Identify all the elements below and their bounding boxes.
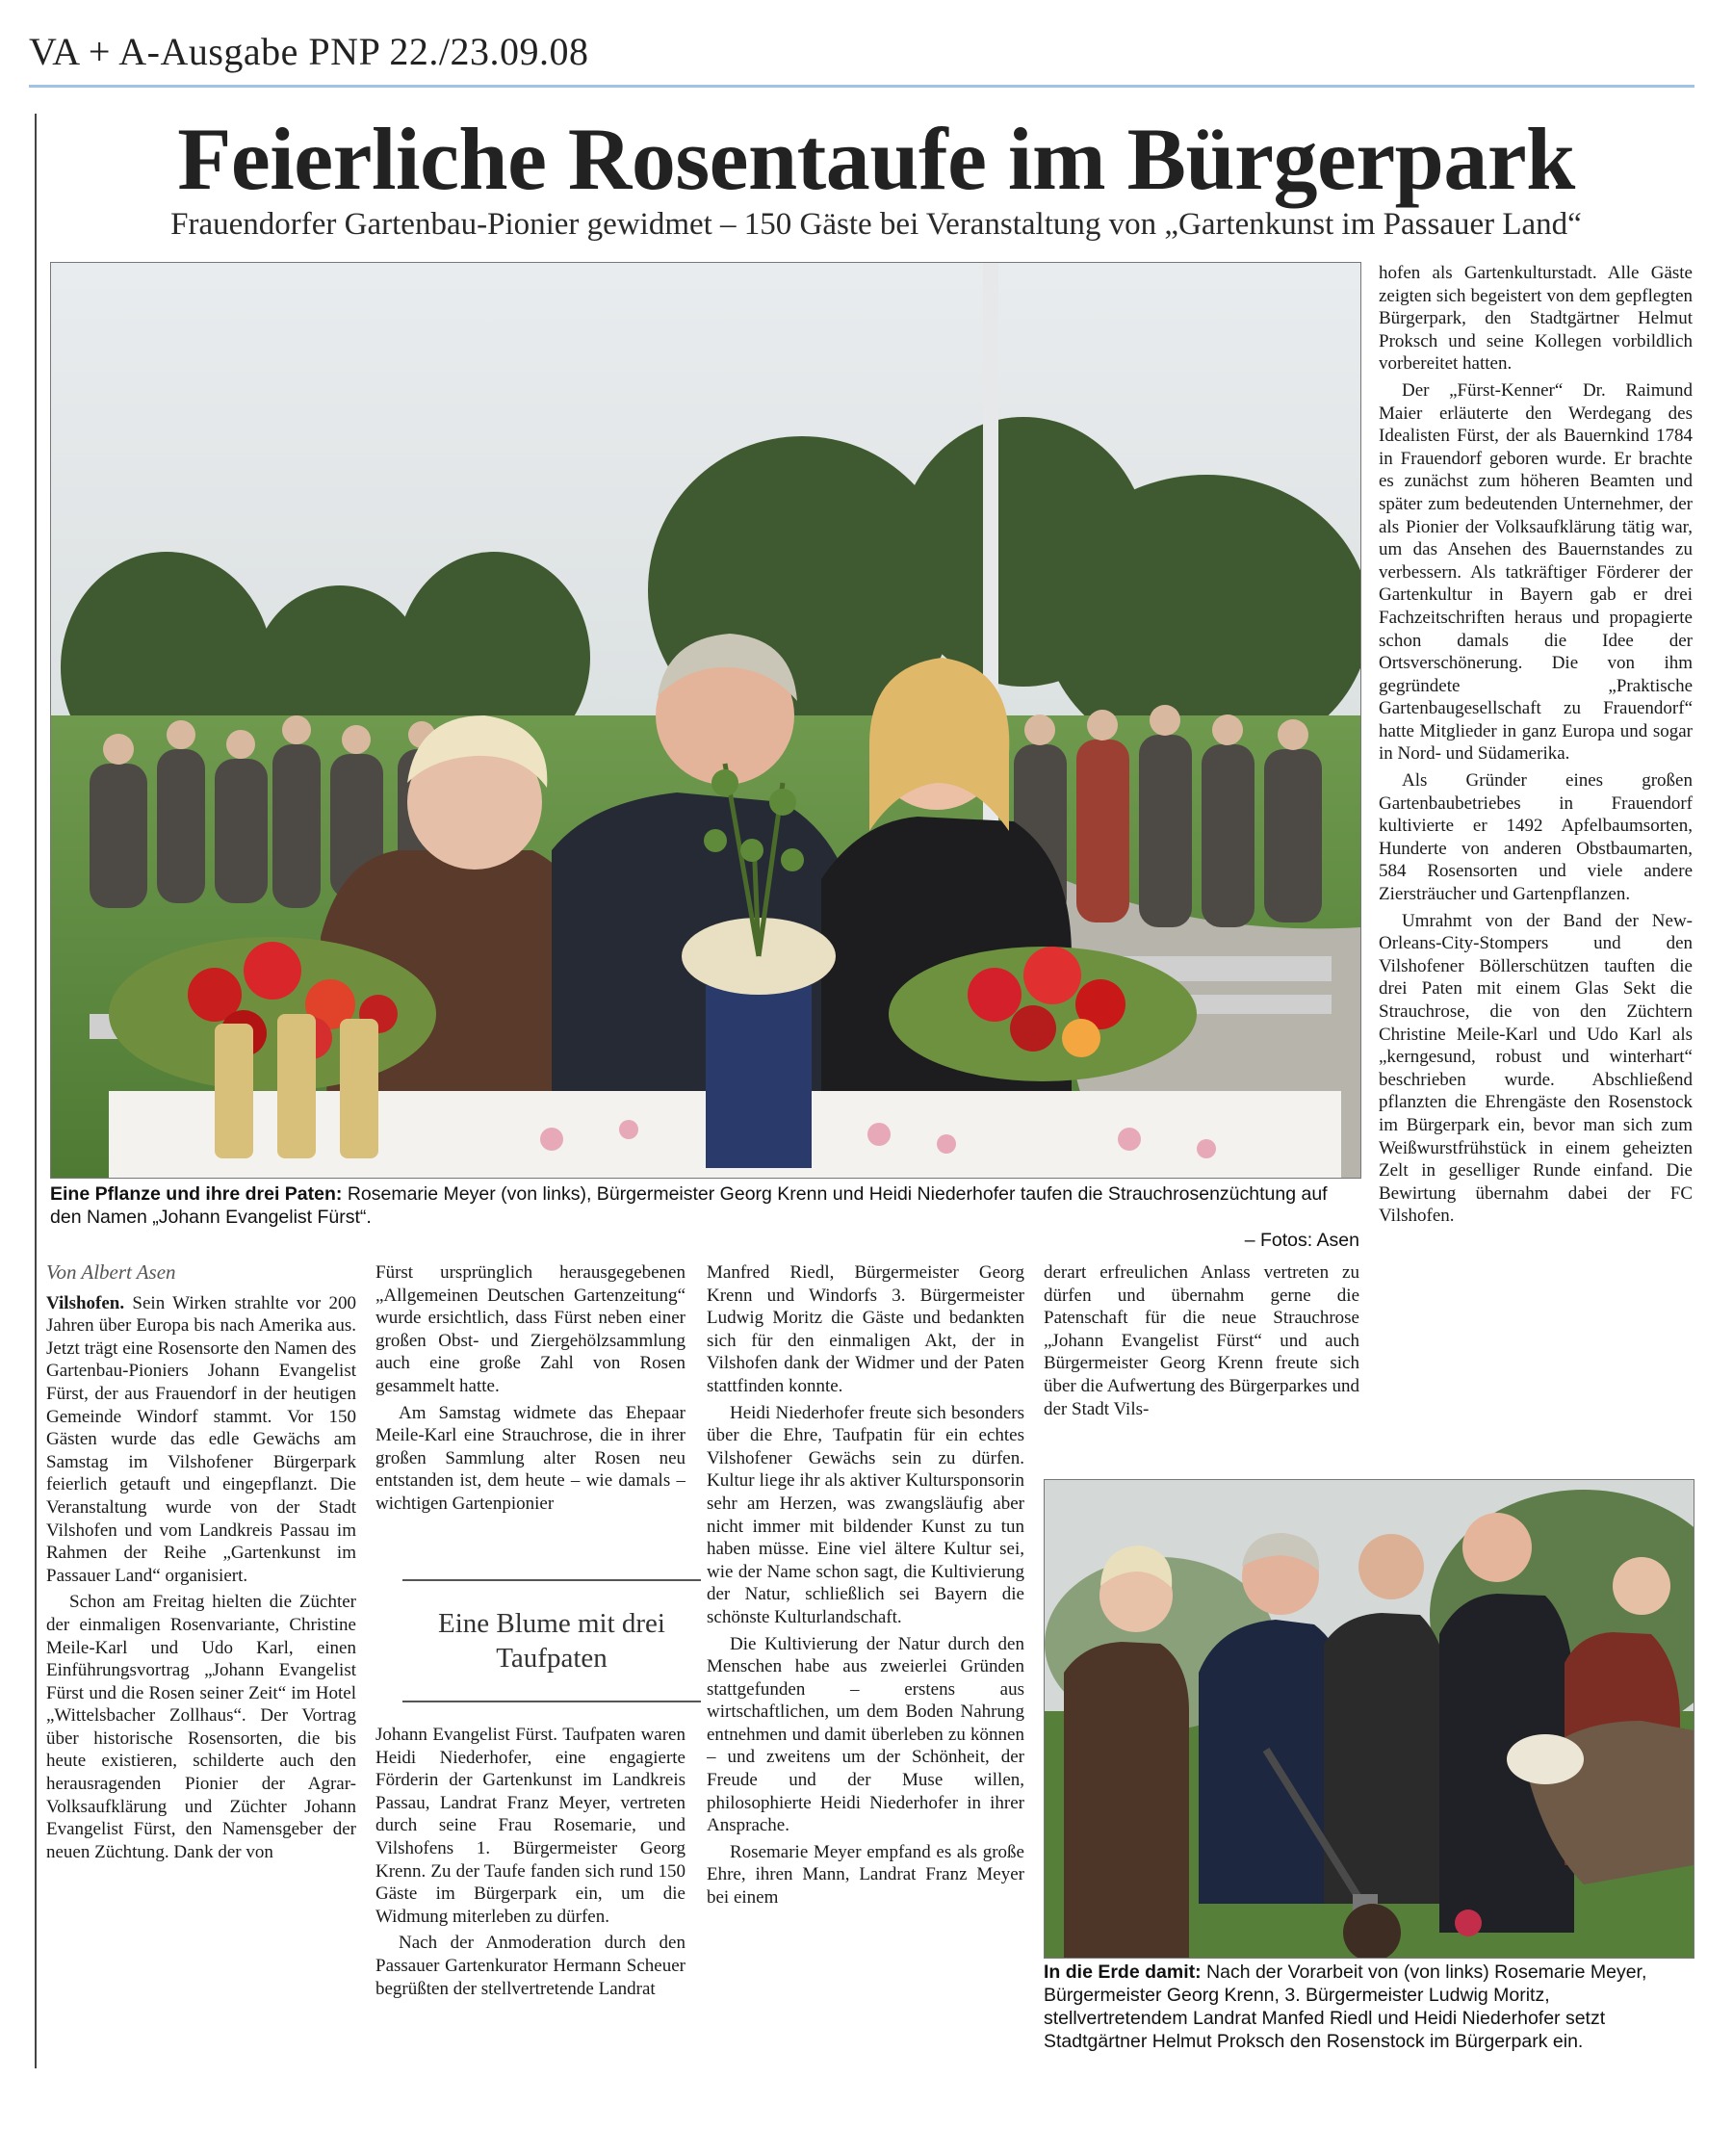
- left-rule: [35, 114, 37, 2068]
- article-paragraph: Die Kultivierung der Natur durch den Menschen habe aus zweierlei Gründen stattgefunden – erstens aus wirtschaftlichen, um dem Boden Nahrung entnehmen und damit überleben zu können – und zweitens um der Schönheit, der Freude und der Muse willen, philosophierte Heidi Niederhofer in ihrer Ansprache.: [707, 1633, 1024, 1836]
- main-photo: [50, 262, 1361, 1179]
- article-paragraph: Fürst ursprünglich herausgegebenen „Allgemeinen Deutschen Gartenzeitung“ wurde ersichtlich, dass Fürst neben einer großen Obst- und Ziergehölzsammlung auch eine große Zahl von Rosen gesammelt hatte.: [375, 1262, 685, 1396]
- article-paragraph: Umrahmt von der Band der New-Orleans-City-Stompers und den Vilshofener Böllerschützen tauften die drei Paten mit einem Glas Sekt die Strauchrose, die von den Züchtern Christine Meile-Karl und Udo Karl als „kerngesund, robust und winterhart“ beschrieben wurde. Abschließend pflanzten die Ehrengäste den Rosenstock im Bürgerpark ein, bevor man sich zum Weißwurstfrühstück in einem geheizten Zelt in geselliger Runde einfand. Die Bewirtung übernahm dabei der FC Vilshofen.: [1379, 910, 1693, 1227]
- photo-credit: – Fotos: Asen: [1244, 1230, 1359, 1251]
- article-column-2-bottom: [375, 1724, 685, 2070]
- article-column-4: [1044, 1261, 1359, 1475]
- paragraph-text: Sein Wirken strahlte vor 200 Jahren über Europa bis nach Amerika aus. Jetzt trägt eine Rosensorte den Namen des Gartenbau-Pioniers Johann Evangelist Fürst, der aus Frauendorf in der heutigen Gemeinde Windorf stammt. Vor 150 Gästen wurde das edle Gewächs am Samstag im Vilshofener Bürgerpark feierlich getauft und eingepflanzt. Die Veranstaltung wurde von der Stadt Vilshofen und vom Landkreis Passau im Rahmen der Reihe „Gartenkunst im Passauer Land“ organisiert.: [46, 1292, 356, 1586]
- article-column-5: [1379, 262, 1693, 1456]
- article-column-3: [707, 1261, 1024, 2070]
- top-rule: [29, 85, 1694, 88]
- second-caption-text: Nach der Vorarbeit von (von links) Rosemarie Meyer, Bürgermeister Georg Krenn, 3. Bürgermeister Ludwig Moritz, stellvertretendem Landrat Manfed Riedl und Heidi Niederhofer setzt Stadtgärtner Helmut Proksch den Rosenstock im Bürgerpark ein.: [1044, 1961, 1647, 2052]
- article-paragraph: Am Samstag widmete das Ehepaar Meile-Karl eine Strauchrose, die in ihrer großen Sammlung alter Rosen neu entstanden ist, dem heute – wie damals – wichtigen Gartenpionier: [375, 1402, 685, 1514]
- article-paragraph: Als Gründer eines großen Gartenbaubetriebes in Frauendorf kultivierte er 1492 Apfelbaumsorten, Hunderte von anderen Obstbaumarten, 584 Rosensorten und viele andere Ziersträucher und Gartenpflanzen.: [1379, 770, 1693, 905]
- second-photo-caption: [1044, 1961, 1693, 2053]
- article-paragraph: [46, 1292, 356, 1588]
- article-paragraph: Rosemarie Meyer empfand es als große Ehre, ihren Mann, Landrat Franz Meyer bei einem: [707, 1841, 1024, 1909]
- article-paragraph: Nach der Anmoderation durch den Passauer Gartenkurator Hermann Scheuer begrüßten der stellvertretende Landrat: [375, 1933, 685, 1999]
- byline: Von Albert Asen: [46, 1261, 176, 1284]
- article-subhead: Eine Blume mit drei Taufpaten: [402, 1579, 701, 1702]
- second-caption-lead: In die Erde damit:: [1044, 1961, 1202, 1983]
- edition-line: VA + A-Ausgabe PNP 22./23.09.08: [29, 30, 589, 73]
- second-photo: [1044, 1479, 1694, 1959]
- main-caption-lead: Eine Pflanze und ihre drei Paten:: [50, 1183, 343, 1205]
- dateline: Vilshofen.: [46, 1292, 125, 1313]
- article-paragraph: derart erfreulichen Anlass vertreten zu dürfen und übernahm gerne die Patenschaft für die neue Strauchrose „Johann Evangelist Fürst“ und auch Bürgermeister Georg Krenn freute sich über die Aufwertung des Bürgerparkes und der Stadt Vils-: [1044, 1262, 1359, 1419]
- main-photo-caption: [50, 1182, 1359, 1252]
- article-paragraph: Manfred Riedl, Bürgermeister Georg Krenn und Windorfs 3. Bürgermeister Ludwig Moritz die Gäste und bedankten sich für den einmaligen Akt, der in Vilshofen dank der Widmer und der Paten stattfinden konnte.: [707, 1262, 1024, 1396]
- article-paragraph: Heidi Niederhofer freute sich besonders über die Ehre, Taufpatin für ein echtes Vilshofener Gewächs sein zu dürfen. Kultur liege ihr als aktiver Kultursponsorin sehr am Herzen, was zwangsläufig aber nicht immer mit bildender Kunst zu tun haben müsse. Eine viel ältere Kultur sei, wie der Name schon sagt, die Kultivierung der Natur, schließlich sei Bayern die schönste Kulturlandschaft.: [707, 1402, 1024, 1627]
- article-paragraph: Schon am Freitag hielten die Züchter der einmaligen Rosenvariante, Christine Meile-Karl und Udo Karl, einen Einführungsvortrag „Johann Evangelist Fürst und die Rosen seiner Zeit“ im Hotel „Wittelsbacher Zollhaus“. Der Vortrag über historische Rosensorten, die bis heute existieren, schilderte auch den herausragenden Pionier der Agrar-Volksaufklärung und Züchter Johann Evangelist Fürst, den Namensgeber der neuen Züchtung. Dank der von: [46, 1592, 356, 1862]
- subheadline: Frauendorfer Gartenbau-Pionier gewidmet – 150 Gäste bei Veranstaltung von „Gartenkunst im Passauer Land“: [170, 207, 1582, 242]
- main-caption-text: Rosemarie Meyer (von links), Bürgermeister Georg Krenn und Heidi Niederhofer taufen die Strauchrosenzüchtung auf den Namen „Johann Evangelist Fürst“.: [50, 1183, 1328, 1228]
- article-column-2-top: [375, 1261, 685, 1570]
- article-paragraph: Der „Fürst-Kenner“ Dr. Raimund Maier erläuterte den Werdegang des Idealisten Fürst, der als Bauernkind 1784 in Frauendorf geboren wurde. Er brachte es zunächst zum höheren Beamten und später zum bedeutenden Unternehmer, der als Pionier der Volksaufklärung tätig war, um das Ansehen des Bauernstandes zu verbessern. Als tatkräftiger Förderer der Gartenkultur in Bayern gab er drei Fachzeitschriften heraus und propagierte schon damals die Idee der Ortsverschönerung. Die von ihm gegründete „Praktische Gartenbaugesellschaft zu Frauendorf“ hatte Mitglieder in ganz Europa und sogar in Nord- und Südamerika.: [1379, 379, 1693, 765]
- article-column-1: [46, 1261, 356, 2070]
- article-paragraph: Johann Evangelist Fürst. Taufpaten waren Heidi Niederhofer, eine engagierte Förderin der Gartenkunst im Landkreis Passau, Landrat Franz Meyer, vertreten durch seine Frau Rosemarie, und Vilshofens 1. Bürgermeister Georg Krenn. Zu der Taufe fanden sich rund 150 Gäste im Bürgerpark ein, um die Widmung miterleben zu dürfen.: [375, 1725, 685, 1927]
- article-paragraph: hofen als Gartenkulturstadt. Alle Gäste zeigten sich begeistert von dem gepflegten Bürgerpark, den Stadtgärtner Helmut Proksch und seine Kollegen vorbildlich vorbereitet hatten.: [1379, 263, 1693, 375]
- headline: Feierliche Rosentaufe im Bürgerpark: [177, 110, 1575, 208]
